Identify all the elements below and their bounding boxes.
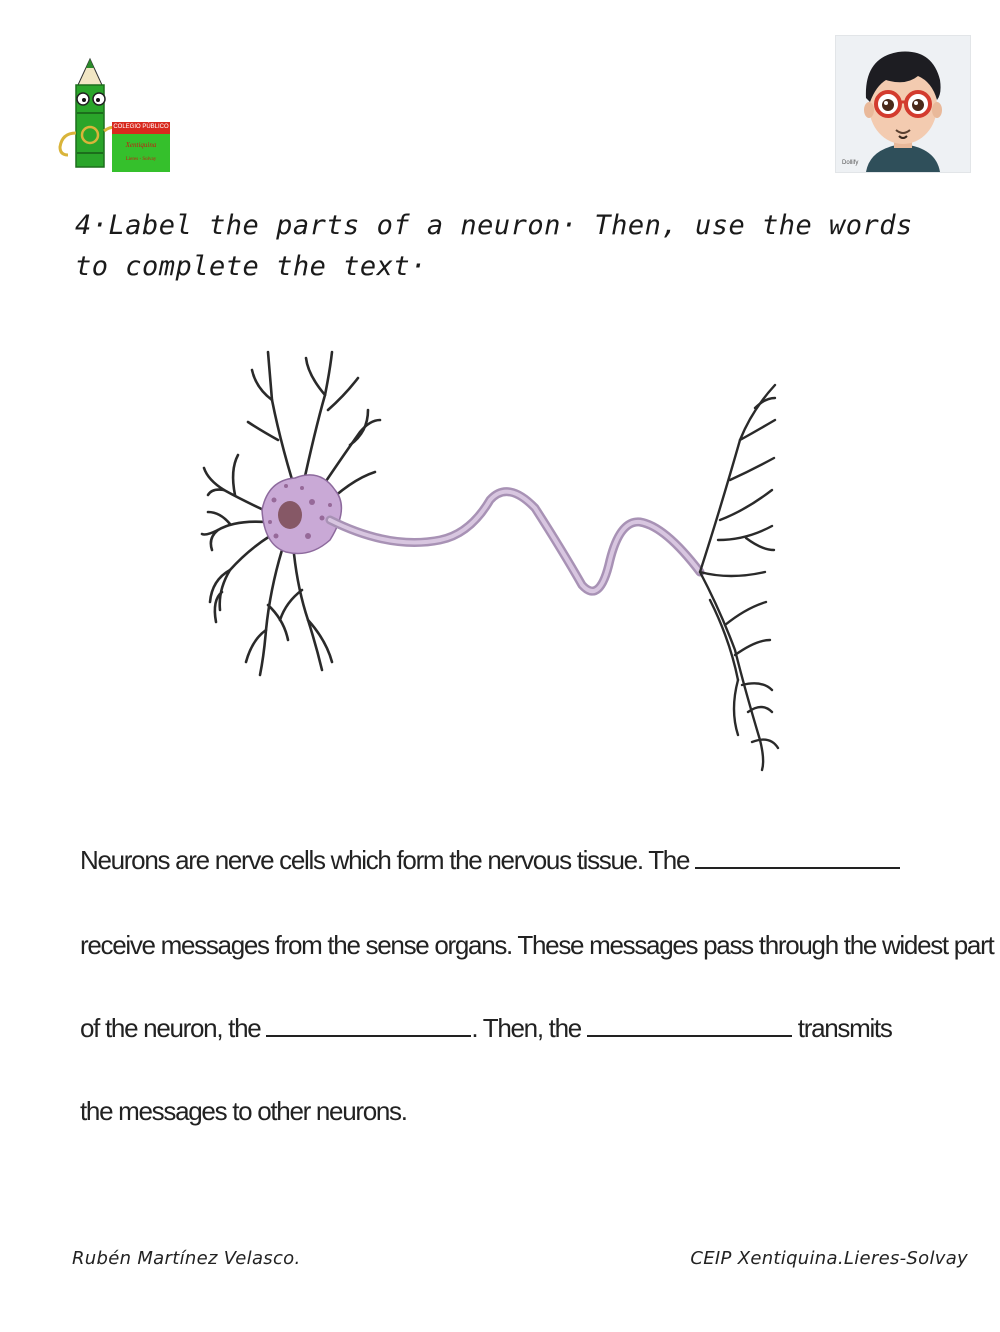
- axon-terminals: [700, 385, 778, 770]
- text-line-4: [80, 1096, 920, 1127]
- school-logo: [50, 55, 175, 173]
- text-line-3b: . Then, the: [471, 1013, 581, 1043]
- text-line-3c: transmits: [797, 1013, 892, 1043]
- text-line-4-content: the messages to other neurons.: [80, 1096, 407, 1126]
- cartoon-avatar-icon: [836, 36, 970, 172]
- neuron-diagram: [190, 340, 790, 780]
- nucleus: [278, 501, 302, 529]
- footer-school: CEIP Xentiquina.Lieres-Solvay: [690, 1248, 968, 1269]
- text-line-2: [80, 930, 994, 961]
- text-line-3: [80, 1013, 920, 1044]
- text-line-2-content: receive messages from the sense organs. These messages pass through the widest part: [80, 930, 994, 960]
- blank-dendrites[interactable]: [695, 847, 900, 869]
- blank-cell-body[interactable]: [266, 1015, 471, 1037]
- heading-line-2: to complete the text·: [75, 251, 427, 282]
- logo-location: Lieres - Solvay: [125, 157, 157, 162]
- blank-axon[interactable]: [587, 1015, 792, 1037]
- heading-line-1: 4·Label the parts of a neuron· Then, use the words: [75, 210, 913, 241]
- avatar-app-tag: Dollify: [842, 160, 859, 166]
- author-avatar: [835, 35, 971, 173]
- logo-school-type: COLEGIO PÚBLICO: [113, 124, 169, 130]
- text-line-1: [80, 845, 920, 876]
- logo-school-name: Xentiquina: [125, 141, 157, 149]
- exercise-heading: [75, 205, 935, 287]
- neuron-illustration: [190, 340, 790, 780]
- text-line-1-content: Neurons are nerve cells which form the nervous tissue. The: [80, 845, 690, 875]
- footer-author: Rubén Martínez Velasco.: [72, 1248, 301, 1269]
- text-line-3a: of the neuron, the: [80, 1013, 261, 1043]
